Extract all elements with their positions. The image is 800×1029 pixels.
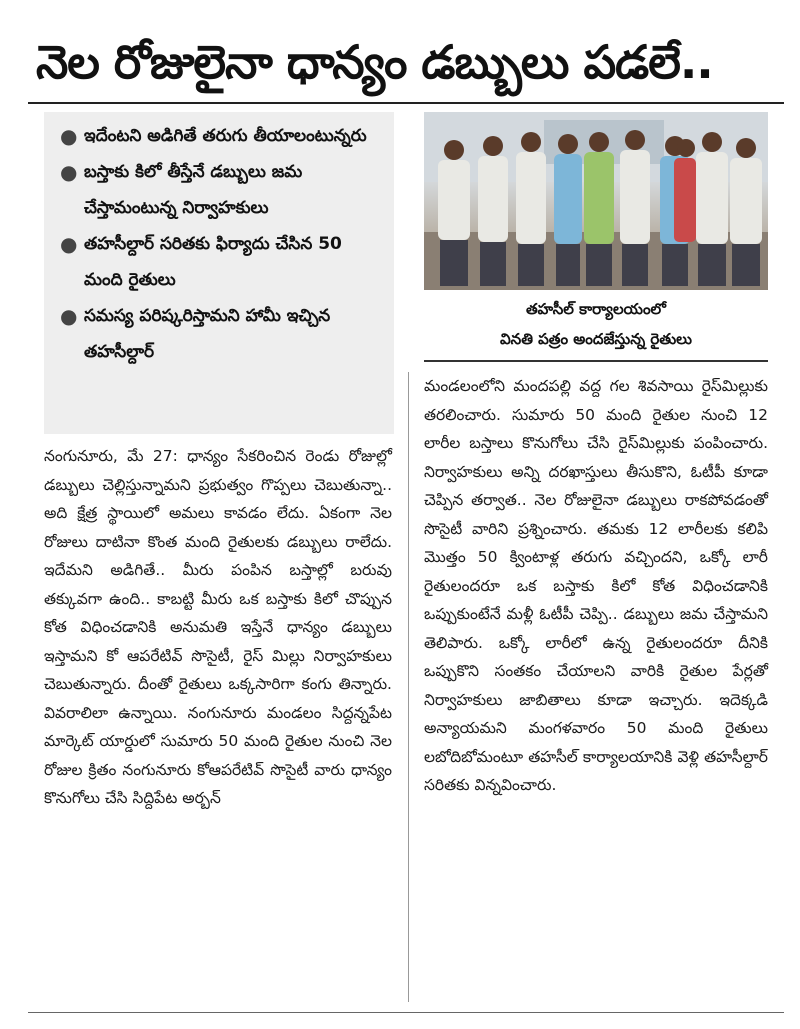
article-body-left: నంగునూరు, మే 27: ధాన్యం సేకరించిన రెండు రోజుల్లో డబ్బులు చెల్లిస్తున్నామని ప్రభుత్వం గొప్పలు చెబుతున్నా.. అది క్షేత్ర స్థాయిలో అమలు కావడం లేదు. ఏకంగా నెల రోజులు దాటినా కొంత మంది రైతులకు డబ్బులు రాలేదు. ఇదేమని అడిగితే.. మీరు పంపిన బస్తాల్లో బరువు తక్కువగా ఉంది.. కాబట్టి మీరు ఒక బస్తాకు కిలో చొప్పున కోత విధించడానికి అనుమతి ఇస్తేనే ధాన్యం డబ్బులు ఇస్తామని కో ఆపరేటివ్ సొసైటీ, రైస్ మిల్లు నిర్వాహకులు చెబుతున్నారు. దీంతో రైతులు ఒక్కసారిగా కంగు తిన్నారు. వివరాలిలా ఉన్నాయి. నంగునూరు మండలం సిద్దన్నపేట మార్కెట్ యార్డులో సుమారు 50 మంది రైతుల నుంచి నెల రోజుల క్రితం నంగునూరు కోఆపరేటివ్ సొసైటీ వారు ధాన్యం కొనుగోలు చేసి సిద్దిపేట అర్బన్ bbox=[44, 447, 392, 807]
highlight-item bbox=[44, 154, 394, 226]
column-divider bbox=[408, 372, 409, 1002]
highlight-text: తహసీల్దార్ సరితకు ఫిర్యాదు చేసిన 50 మంది రైతులు bbox=[84, 234, 342, 290]
highlight-text: ఇదేంటని అడిగితే తరుగు తీయాలంటున్నరు bbox=[84, 126, 367, 146]
highlight-item bbox=[44, 298, 394, 370]
article-body-right: మండలంలోని మందపల్లి వద్ద గల శివసాయి రైస్‌మిల్లుకు తరలించారు. సుమారు 50 మంది రైతుల నుంచి 12 లారీల బస్తాలు కొనుగోలు చేసి రైస్‌మిల్లుకు పంపించారు. నిర్వాహకులు అన్ని దరఖాస్తులు తీసుకొని, ఓటీపీ కూడా చెప్పిన తర్వాత.. నెల రోజులైనా డబ్బులు రాకపోవడంతో సొసైటీ వారిని ప్రశ్నించారు. తమకు 12 లారీలకు కలిపి మొత్తం 50 క్వింటాళ్ల తరుగు వచ్చిందని, ఒక్కో లారీ రైతులందరూ ఒక బస్తాకు కిలో కోత విధించడానికి ఒప్పుకుంటేనే మళ్లీ ఓటీపీ చెప్పి.. డబ్బులు జమ చేస్తామని తెలిపారు. ఒక్కో లారీలో ఉన్న రైతులందరూ దీనికి ఒప్పుకొని సంతకం చేయాలని వారికి రైతుల పేర్లతో నిర్వాహకులు జాబితాలు కూడా ఇచ్చారు. ఇదెక్కడి అన్యాయమని మంగళవారం 50 మంది రైతులు లబోదిబోమంటూ తహసీల్ కార్యాలయానికి వెళ్లి తహసీల్దార్ సరితకు విన్నవించారు. bbox=[424, 377, 768, 794]
news-photo bbox=[424, 112, 768, 290]
farmers-group-photo bbox=[424, 112, 768, 290]
photo-caption-line: వినతి పత్రం అందజేస్తున్న రైతులు bbox=[500, 330, 692, 348]
photo-caption bbox=[424, 294, 768, 354]
highlight-item bbox=[44, 226, 394, 298]
bullet-icon: ● bbox=[60, 124, 78, 148]
highlights-box bbox=[44, 112, 394, 434]
headline-rule bbox=[28, 102, 784, 104]
bullet-icon: ● bbox=[60, 160, 78, 184]
headline: నెల రోజులైనా ధాన్యం డబ్బులు పడలే.. bbox=[36, 35, 713, 89]
caption-rule bbox=[424, 360, 768, 362]
bullet-icon: ● bbox=[60, 304, 78, 328]
bottom-rule bbox=[28, 1012, 784, 1013]
highlight-text: సమస్య పరిష్కరిస్తామని హామీ ఇచ్చిన తహసీల్దార్ bbox=[84, 306, 331, 362]
photo-caption-line: తహసీల్ కార్యాలయంలో bbox=[526, 300, 666, 318]
highlight-item bbox=[44, 118, 394, 154]
bullet-icon: ● bbox=[60, 232, 78, 256]
highlight-text: బస్తాకు కిలో తీస్తేనే డబ్బులు జమ చేస్తామంటున్న నిర్వాహకులు bbox=[84, 162, 303, 218]
